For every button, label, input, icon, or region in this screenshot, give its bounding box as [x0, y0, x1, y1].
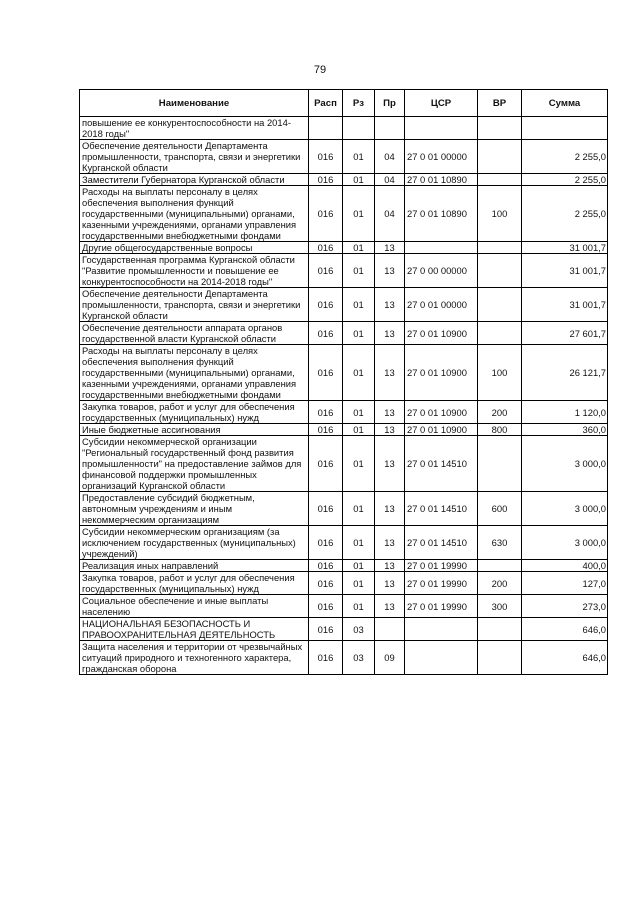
row-name: Субсидии некоммерческим организациям (за исключением государственных (муниципальных) учреждений) — [80, 526, 309, 560]
row-sum: 127,0 — [522, 572, 608, 595]
row-rasp: 016 — [309, 424, 343, 436]
row-pr: 13 — [375, 595, 405, 618]
table-row — [80, 641, 608, 675]
row-csr: 27 0 01 19990 — [405, 560, 478, 572]
row-csr: 27 0 01 14510 — [405, 436, 478, 492]
header-pr: Пр — [375, 90, 405, 117]
row-csr: 27 0 01 10890 — [405, 174, 478, 186]
row-pr: 13 — [375, 242, 405, 254]
table-row — [80, 560, 608, 572]
row-sum: 3 000,0 — [522, 436, 608, 492]
row-rz: 01 — [343, 401, 375, 424]
row-rasp: 016 — [309, 641, 343, 675]
row-csr — [405, 618, 478, 641]
row-csr: 27 0 01 10890 — [405, 186, 478, 242]
row-rz: 01 — [343, 595, 375, 618]
row-sum: 26 121,7 — [522, 345, 608, 401]
header-name: Наименование — [80, 90, 309, 117]
row-csr: 27 0 01 10900 — [405, 424, 478, 436]
row-vr: 630 — [478, 526, 522, 560]
row-sum: 273,0 — [522, 595, 608, 618]
row-rasp: 016 — [309, 401, 343, 424]
row-rz: 03 — [343, 641, 375, 675]
row-rz: 01 — [343, 492, 375, 526]
row-rasp — [309, 117, 343, 140]
row-name: Обеспечение деятельности Департамента промышленности, транспорта, связи и энергетики Курганской области — [80, 140, 309, 174]
row-sum: 2 255,0 — [522, 140, 608, 174]
row-vr — [478, 322, 522, 345]
row-name: Социальное обеспечение и иные выплаты населению — [80, 595, 309, 618]
row-vr: 200 — [478, 572, 522, 595]
row-vr — [478, 254, 522, 288]
row-rasp: 016 — [309, 436, 343, 492]
table-row — [80, 401, 608, 424]
row-name: Обеспечение деятельности аппарата органов государственной власти Курганской области — [80, 322, 309, 345]
row-csr — [405, 641, 478, 675]
table-row — [80, 186, 608, 242]
row-pr: 04 — [375, 140, 405, 174]
row-rasp: 016 — [309, 140, 343, 174]
row-rasp: 016 — [309, 242, 343, 254]
row-pr: 13 — [375, 560, 405, 572]
row-rasp: 016 — [309, 186, 343, 242]
table-row — [80, 345, 608, 401]
row-sum: 646,0 — [522, 618, 608, 641]
table-row — [80, 174, 608, 186]
row-vr — [478, 560, 522, 572]
table-row — [80, 424, 608, 436]
row-rz: 01 — [343, 242, 375, 254]
row-csr: 27 0 01 14510 — [405, 492, 478, 526]
row-rz: 01 — [343, 254, 375, 288]
row-vr — [478, 436, 522, 492]
row-rz: 01 — [343, 572, 375, 595]
table-row — [80, 595, 608, 618]
row-rz: 01 — [343, 526, 375, 560]
row-vr: 600 — [478, 492, 522, 526]
row-rasp: 016 — [309, 560, 343, 572]
row-vr — [478, 288, 522, 322]
table-row — [80, 242, 608, 254]
row-name: Закупка товаров, работ и услуг для обеспечения государственных (муниципальных) нужд — [80, 572, 309, 595]
row-csr: 27 0 00 00000 — [405, 254, 478, 288]
row-rasp: 016 — [309, 618, 343, 641]
row-csr: 27 0 01 10900 — [405, 322, 478, 345]
row-rasp: 016 — [309, 174, 343, 186]
row-name: Государственная программа Курганской области "Развитие промышленности и повышение ее конкурентоспособности на 2014-2018 годы" — [80, 254, 309, 288]
row-vr: 300 — [478, 595, 522, 618]
row-vr — [478, 242, 522, 254]
row-rasp: 016 — [309, 572, 343, 595]
row-sum: 3 000,0 — [522, 492, 608, 526]
row-vr — [478, 641, 522, 675]
row-vr: 100 — [478, 186, 522, 242]
row-rz: 01 — [343, 436, 375, 492]
table-row — [80, 117, 608, 140]
row-pr: 04 — [375, 174, 405, 186]
row-vr — [478, 618, 522, 641]
header-rz: Рз — [343, 90, 375, 117]
table-row — [80, 322, 608, 345]
row-name: НАЦИОНАЛЬНАЯ БЕЗОПАСНОСТЬ И ПРАВООХРАНИТЕЛЬНАЯ ДЕЯТЕЛЬНОСТЬ — [80, 618, 309, 641]
row-sum: 400,0 — [522, 560, 608, 572]
table-header-row — [80, 90, 608, 117]
row-csr: 27 0 01 14510 — [405, 526, 478, 560]
row-rz — [343, 117, 375, 140]
row-vr: 100 — [478, 345, 522, 401]
row-name: Расходы на выплаты персоналу в целях обеспечения выполнения функций государственными (муниципальными) органами, казенными учреждениями, органами управления государственными внебюджетными фондами — [80, 345, 309, 401]
row-rasp: 016 — [309, 595, 343, 618]
row-pr — [375, 117, 405, 140]
row-sum: 31 001,7 — [522, 242, 608, 254]
row-name: Иные бюджетные ассигнования — [80, 424, 309, 436]
row-name: Субсидии некоммерческой организации "Региональный государственный фонд развития промышленности" на предоставление займов для финансовой поддержки промышленных организаций Курганской области — [80, 436, 309, 492]
row-vr: 800 — [478, 424, 522, 436]
row-csr — [405, 117, 478, 140]
row-rasp: 016 — [309, 288, 343, 322]
row-name: Реализация иных направлений — [80, 560, 309, 572]
row-pr: 04 — [375, 186, 405, 242]
table-row — [80, 492, 608, 526]
row-pr: 13 — [375, 322, 405, 345]
row-pr: 13 — [375, 526, 405, 560]
row-sum: 31 001,7 — [522, 254, 608, 288]
row-pr: 13 — [375, 345, 405, 401]
table-row — [80, 254, 608, 288]
row-csr: 27 0 01 19990 — [405, 595, 478, 618]
header-sum: Сумма — [522, 90, 608, 117]
row-sum: 3 000,0 — [522, 526, 608, 560]
row-rz: 01 — [343, 288, 375, 322]
row-rz: 01 — [343, 174, 375, 186]
table-body — [80, 117, 608, 675]
row-csr: 27 0 01 10900 — [405, 401, 478, 424]
row-vr — [478, 117, 522, 140]
row-rasp: 016 — [309, 345, 343, 401]
row-rz: 01 — [343, 560, 375, 572]
row-rasp: 016 — [309, 526, 343, 560]
row-sum — [522, 117, 608, 140]
row-rz: 01 — [343, 345, 375, 401]
table-row — [80, 140, 608, 174]
row-vr — [478, 140, 522, 174]
header-rasp: Расп — [309, 90, 343, 117]
row-name: Предоставление субсидий бюджетным, автономным учреждениям и иным некоммерческим организациям — [80, 492, 309, 526]
row-name: Расходы на выплаты персоналу в целях обеспечения выполнения функций государственными (муниципальными) органами, казенными учреждениями, органами управления государственными внебюджетными фондами — [80, 186, 309, 242]
row-name: повышение ее конкурентоспособности на 2014-2018 годы" — [80, 117, 309, 140]
row-rz: 01 — [343, 322, 375, 345]
row-csr — [405, 242, 478, 254]
row-vr — [478, 174, 522, 186]
row-csr: 27 0 01 00000 — [405, 140, 478, 174]
row-sum: 2 255,0 — [522, 174, 608, 186]
row-pr: 13 — [375, 436, 405, 492]
row-pr: 13 — [375, 254, 405, 288]
row-csr: 27 0 01 00000 — [405, 288, 478, 322]
row-vr: 200 — [478, 401, 522, 424]
budget-table — [79, 89, 608, 675]
row-csr: 27 0 01 10900 — [405, 345, 478, 401]
row-sum: 646,0 — [522, 641, 608, 675]
row-sum: 1 120,0 — [522, 401, 608, 424]
table-row — [80, 288, 608, 322]
table-row — [80, 572, 608, 595]
row-rasp: 016 — [309, 322, 343, 345]
row-name: Обеспечение деятельности Департамента промышленности, транспорта, связи и энергетики Курганской области — [80, 288, 309, 322]
row-sum: 2 255,0 — [522, 186, 608, 242]
row-name: Заместители Губернатора Курганской области — [80, 174, 309, 186]
row-pr — [375, 618, 405, 641]
table-row — [80, 436, 608, 492]
row-sum: 31 001,7 — [522, 288, 608, 322]
header-csr: ЦСР — [405, 90, 478, 117]
page-number: 79 — [313, 64, 327, 76]
row-pr: 13 — [375, 424, 405, 436]
row-csr: 27 0 01 19990 — [405, 572, 478, 595]
row-rz: 01 — [343, 186, 375, 242]
row-sum: 360,0 — [522, 424, 608, 436]
table-row — [80, 526, 608, 560]
row-pr: 09 — [375, 641, 405, 675]
row-pr: 13 — [375, 492, 405, 526]
row-rz: 01 — [343, 140, 375, 174]
header-vr: ВР — [478, 90, 522, 117]
row-sum: 27 601,7 — [522, 322, 608, 345]
row-name: Защита населения и территории от чрезвычайных ситуаций природного и техногенного характера, гражданская оборона — [80, 641, 309, 675]
row-rz: 01 — [343, 424, 375, 436]
row-rasp: 016 — [309, 254, 343, 288]
table-row — [80, 618, 608, 641]
row-rasp: 016 — [309, 492, 343, 526]
row-pr: 13 — [375, 288, 405, 322]
row-pr: 13 — [375, 572, 405, 595]
row-name: Закупка товаров, работ и услуг для обеспечения государственных (муниципальных) нужд — [80, 401, 309, 424]
row-name: Другие общегосударственные вопросы — [80, 242, 309, 254]
row-pr: 13 — [375, 401, 405, 424]
row-rz: 03 — [343, 618, 375, 641]
